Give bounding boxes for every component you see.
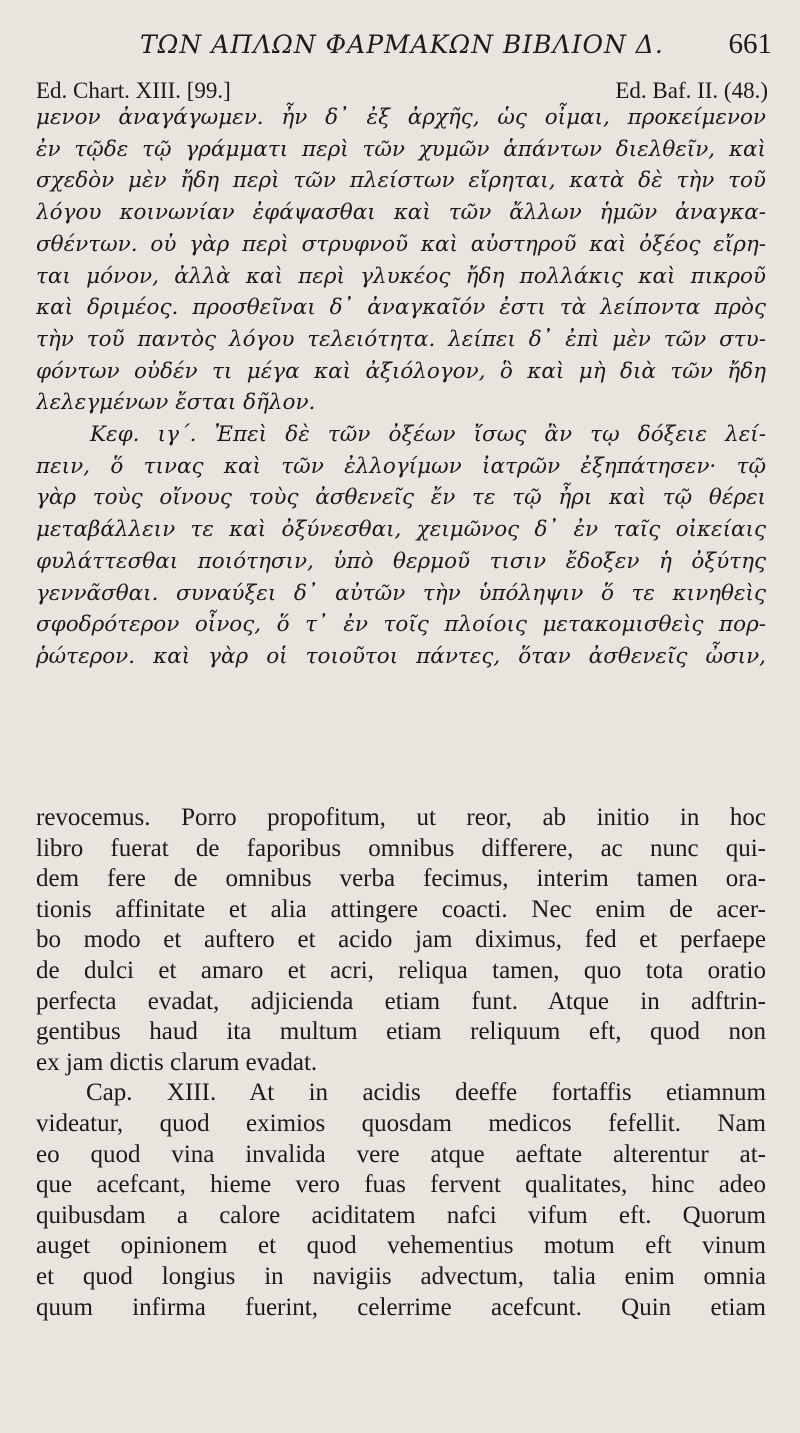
greek-line: μεταβάλλειν τε καὶ ὀξύνεσθαι, χειμῶνος δ᾽ ἐν ταῖς οἰκείαις [36,517,766,543]
greek-line: πειν, ὅ τινας καὶ τῶν ἐλλογίμων ἰατρῶν ἐξηπάτησεν· τῷ [36,453,766,479]
greek-line: καὶ δριμέος. προσθεῖναι δ᾽ ἀναγκαῖόν ἐστι τὰ λείποντα πρὸς [36,295,766,321]
greek-line: ῥώτερον. καὶ γὰρ οἱ τοιοῦτοι πάντες, ὅταν ἀσθενεῖς ὦσιν, [36,643,766,669]
latin-line: auget opinionem et quod vehementius motum eft vinum [36,1232,766,1260]
greek-line: τὴν τοῦ παντὸς λόγου τελειότητα. λείπει δ᾽ ἐπὶ μὲν τῶν στυ- [36,326,766,352]
page-header [0,30,800,66]
greek-line: λόγου κοινωνίαν ἐφάψασθαι καὶ τῶν ἄλλων ἡμῶν ἀναγκα- [36,200,766,226]
greek-line: σθέντων. οὐ γὰρ περὶ στρυφνοῦ καὶ αὐστηροῦ καὶ ὀξέος εἴρη- [36,231,766,257]
latin-line-chapter-start: Cap. XIII. At in acidis deeffe fortaffis etiamnum [86,1079,766,1107]
greek-line: σχεδὸν μὲν ἤδη περὶ τῶν πλείστων εἴρηται, κατὰ δὲ τὴν τοῦ [36,168,766,194]
greek-line: ἐν τῷδε τῷ γράμματι περὶ τῶν χυμῶν ἁπάντων διελθεῖν, καὶ [36,136,766,162]
latin-line: gentibus haud ita multum etiam reliquum eft, quod non [36,1018,766,1046]
latin-line: eo quod vina invalida vere atque aeftate alterentur at- [36,1140,766,1168]
greek-line: ται μόνον, ἀλλὰ καὶ περὶ γλυκέος ἤδη πολλάκις καὶ πικροῦ [36,263,766,289]
latin-line: quum infirma fuerint, celerrime acefcunt. Quin etiam [36,1293,766,1321]
latin-line: revocemus. Porro propofitum, ut reor, ab initio in hoc [36,804,766,831]
greek-line: φυλάττεσθαι ποιότησιν, ὑπὸ θερμοῦ τισιν ἔδοξεν ἡ ὀξύτης [36,548,766,574]
latin-line: bo modo et auftero et acido jam diximus, fed et perfaepe [36,926,766,954]
edition-basel: Ed. Baf. II. (48.) [615,78,768,103]
latin-line: quibusdam a calore aciditatem nafci vifum eft. Quorum [36,1201,766,1229]
greek-line: λελεγμένων ἔσται δῆλον. [36,390,316,416]
latin-text-block [36,803,766,1323]
greek-line: γὰρ τοὺς οἴνους τοὺς ἀσθενεῖς ἔν τε τῷ ἦρι καὶ τῷ θέρει [36,485,766,511]
latin-line: de dulci et amaro et acri, reliqua tamen, quo tota oratio [36,956,766,984]
latin-line: perfecta evadat, adjicienda etiam funt. Atque in adftrin- [36,987,766,1015]
greek-text-block [36,102,766,673]
latin-line: et quod longius in navigiis advectum, talia enim omnia [36,1262,766,1290]
latin-line: que acefcant, hieme vero fuas fervent qualitates, hinc adeo [36,1171,766,1199]
greek-line: σφοδρότερον οἶνος, ὅ τ᾽ ἐν τοῖς πλοίοις μετακομισθεὶς πορ- [36,612,766,638]
page-number: 661 [728,28,772,60]
greek-line-chapter-start: Κεφ. ιγ΄. Ἐπεὶ δὲ τῶν ὀξέων ἴσως ἂν τῳ δόξειε λεί- [90,422,766,448]
greek-line: μενον ἀναγάγωμεν. ἦν δ᾽ ἐξ ἀρχῆς, ὡς οἶμαι, προκείμενον [36,105,766,130]
latin-line: videatur, quod eximios quosdam medicos fefellit. Nam [36,1109,766,1137]
latin-line: libro fuerat de faporibus omnibus differere, ac nunc qui- [36,834,766,862]
running-title: ΤΩΝ ΑΠΛΩΝ ΦΑΡΜΑΚΩΝ ΒΙΒΛΙΟΝ Δ. [140,30,664,59]
latin-line: ex jam dictis clarum evadat. [36,1048,318,1076]
latin-line: tionis affinitate et alia attingere coacti. Nec enim de acer- [36,895,766,923]
edition-chartier: Ed. Chart. XIII. [99.] [36,78,231,103]
latin-line: dem fere de omnibus verba fecimus, interim tamen ora- [36,865,766,893]
greek-line: φόντων οὐδέν τι μέγα καὶ ἀξιόλογον, ὃ καὶ μὴ διὰ τῶν ἤδη [36,358,766,384]
greek-line: γεννᾶσθαι. συναύξει δ᾽ αὐτῶν τὴν ὑπόληψιν ὅ τε κινηθεὶς [36,580,766,606]
